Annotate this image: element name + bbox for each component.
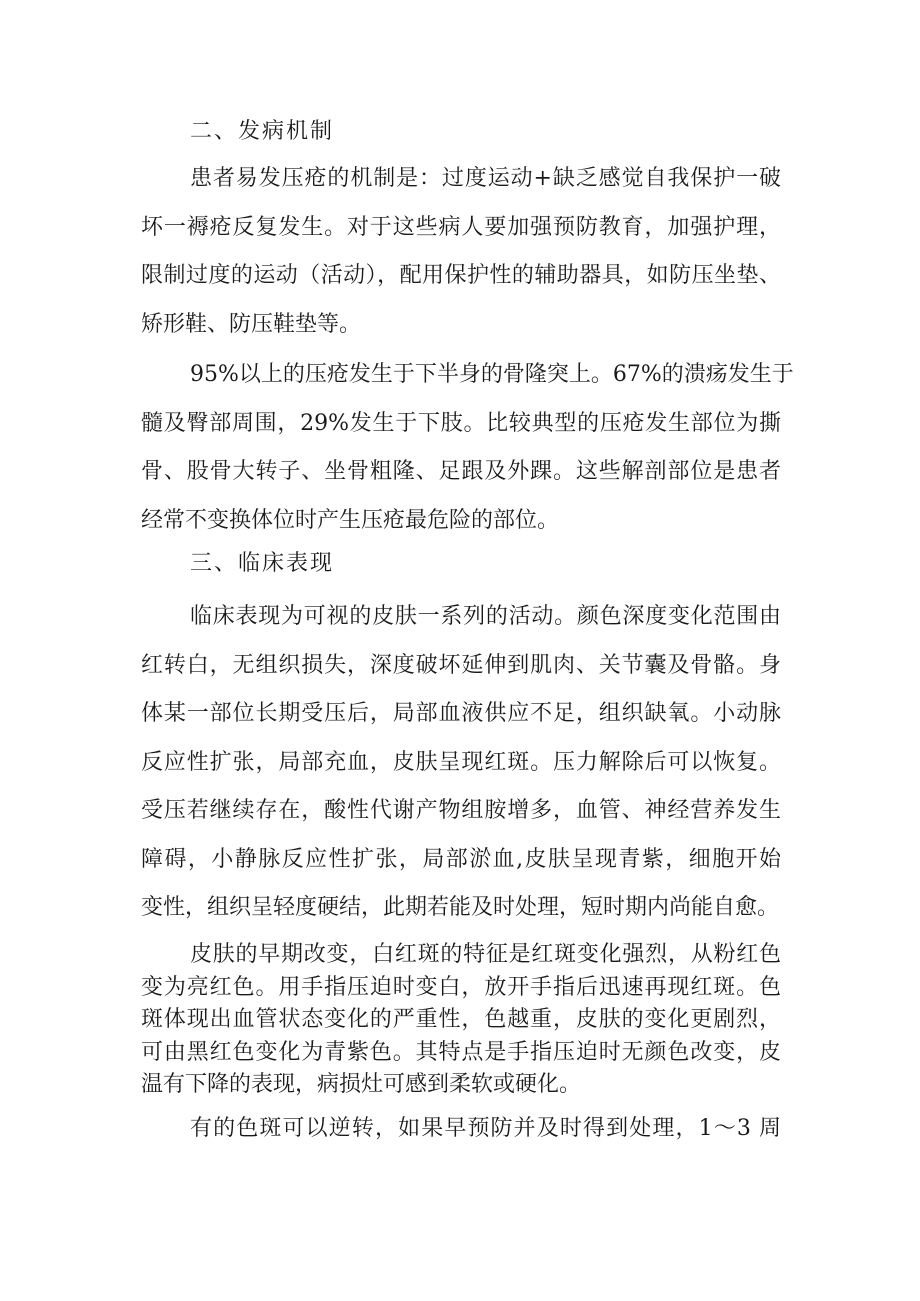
text-line: 骨、股骨大转子、坐骨粗隆、足跟及外踝。这些解剖部位是患者 [141,459,781,484]
text-line: 受压若继续存在，酸性代谢产物组胺增多，血管、神经营养发生 [141,798,781,823]
section-heading-clinical [190,549,334,579]
text-line: 皮肤的早期改变，白红斑的特征是红斑变化强烈，从粉红色 [190,942,781,967]
text-line: 反应性扩张，局部充血，皮肤呈现红斑。压力解除后可以恢复。 [141,749,781,775]
text-line: 红转白，无组织损失，深度破坏延伸到肌肉、关节囊及骨骼。身 [141,652,781,678]
paragraph-sites [141,351,794,545]
text-line: 可由黑红色变化为青紫色。其特点是手指压迫时无颜色改变，皮 [141,1039,781,1065]
text-line: 坏一褥疮反复发生。对于这些病人要加强预防教育，加强护理， [141,214,781,240]
text-line: 变为亮红色。用手指压迫时变白，放开手指后迅速再现红斑。色 [141,974,781,1000]
paragraph-mechanism [141,155,781,349]
text-line: 经常不变换体位时产生压疮最危险的部位。 [141,507,560,533]
paragraph-reversal [141,1105,781,1154]
text-line: 95%以上的压疮发生于下半身的骨隆突上。67%的溃疡发生于 [190,362,794,387]
text-line: 髓及臀部周围，29%发生于下肢。比较典型的压疮发生部位为撕 [141,410,781,436]
text-line: 有的色斑可以逆转，如果早预防并及时得到处理，1～3 周 [190,1116,781,1141]
section-heading-mechanism [190,117,334,147]
text-line: 矫形鞋、防压鞋垫等。 [141,311,362,337]
section-heading-text: 二、发病机制 [190,119,335,144]
text-line: 斑体现出血管状态变化的严重性，色越重，皮肤的变化更剧烈， [141,1007,781,1033]
section-heading-text: 三、临床表现 [190,551,335,576]
text-line: 限制过度的运动（活动），配用保护性的辅助器具，如防压坐垫、 [141,263,781,288]
text-line: 障碍，小静脉反应性扩张，局部淤血,皮肤呈现青紫，细胞开始 [141,846,781,872]
text-line: 温有下降的表现，病损灶可感到柔软或硬化。 [141,1072,582,1098]
text-line: 体某一部位长期受压后，局部血液供应不足，组织缺氧。小动脉 [141,701,781,726]
paragraph-early-changes [141,939,781,1102]
text-line: 临床表现为可视的皮肤一系列的活动。颜色深度变化范围由 [190,604,781,629]
text-line: 患者易发压疮的机制是：过度运动+缺乏感觉自我保护一破 [190,166,781,191]
text-line: 变性，组织呈轻度硬结，此期若能及时处理，短时期内尚能自愈。 [141,895,780,920]
paragraph-clinical [141,593,781,933]
